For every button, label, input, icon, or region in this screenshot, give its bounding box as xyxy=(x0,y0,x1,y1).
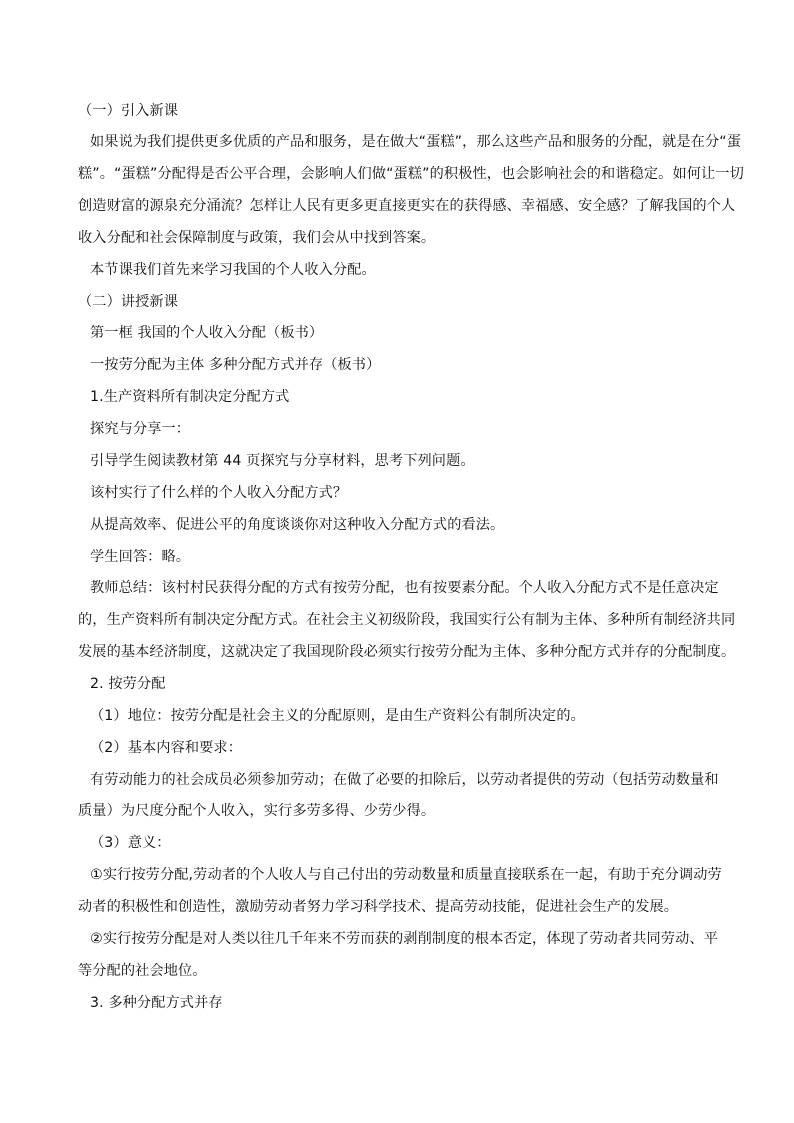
paragraph-line: 引导学生阅读教材第 44 页探究与分享材料，思考下列问题。 xyxy=(90,453,475,469)
section-heading-intro: （一）引入新课 xyxy=(78,103,179,119)
paragraph-line: 等分配的社会地位。 xyxy=(78,963,207,979)
point-title: 1.生产资料所有制决定分配方式 xyxy=(90,389,290,405)
paragraph-line: 发展的基本经济制度，这就决定了我国现阶段必须实行按劳分配为主体、多种分配方式并存的分配制度。 xyxy=(78,644,736,660)
paragraph-line: 质量）为尺度分配个人收入，实行多劳多得、少劳少得。 xyxy=(78,803,436,819)
point-title: 3. 多种分配方式并存 xyxy=(90,995,223,1011)
paragraph-line: 的，生产资料所有制决定分配方式。在社会主义初级阶段，我国实行公有制为主体、多种所有制经济共同 xyxy=(78,612,736,628)
subsection-title: 一按劳分配为主体 多种分配方式并存（板书） xyxy=(90,357,381,373)
paragraph-line: 学生回答：略。 xyxy=(90,549,191,565)
question-line: 从提高效率、促进公平的角度谈谈你对这种收入分配方式的看法。 xyxy=(90,517,505,533)
paragraph-line: 教师总结：该村村民获得分配的方式有按劳分配，也有按要素分配。个人收入分配方式不是任意决定 xyxy=(90,580,719,596)
paragraph-line: （2）基本内容和要求： xyxy=(90,740,243,756)
section-heading-lecture: （二）讲授新课 xyxy=(78,294,179,310)
paragraph-line: 创造财富的源泉充分涌流？怎样让人民有更多更直接更实在的获得感、幸福感、安全感？了解我国的个人 xyxy=(78,198,736,214)
paragraph-line: 收入分配和社会保障制度与政策，我们会从中找到答案。 xyxy=(78,230,436,246)
paragraph-line: 本节课我们首先来学习我国的个人收入分配。 xyxy=(90,262,376,278)
paragraph-line: 动者的积极性和创造性，激励劳动者努力学习科学技术、提高劳动技能，促进社会生产的发展。 xyxy=(78,899,679,915)
activity-title: 探究与分享一： xyxy=(90,421,191,437)
paragraph-line: 有劳动能力的社会成员必须参加劳动；在做了必要的扣除后，以劳动者提供的劳动（包括劳动数量和 xyxy=(90,772,719,788)
question-line: 该村实行了什么样的个人收入分配方式？ xyxy=(90,485,348,501)
paragraph-line: （1）地位：按劳分配是社会主义的分配原则，是由生产资料公有制所决定的。 xyxy=(90,708,585,724)
lesson-title: 第一框 我国的个人收入分配（板书） xyxy=(90,325,324,341)
paragraph-line: 如果说为我们提供更多优质的产品和服务，是在做大“蛋糕”，那么这些产品和服务的分配，就是在分“蛋 xyxy=(90,134,742,150)
paragraph-line: ①实行按劳分配,劳动者的个人收人与自己付出的劳动数量和质量直接联系在一起，有助于充分调动劳 xyxy=(90,867,722,883)
paragraph-line: ②实行按劳分配是对人类以往几千年来不劳而获的剥削制度的根本否定，体现了劳动者共同劳动、平 xyxy=(90,931,718,947)
paragraph-line: 糕”。“蛋糕”分配得是否公平合理，会影响人们做“蛋糕”的积极性，也会影响社会的和谐稳定。如何让一切 xyxy=(78,166,744,182)
point-title: 2. 按劳分配 xyxy=(90,676,166,692)
document-page xyxy=(78,0,744,1123)
paragraph-line: （3）意义： xyxy=(90,835,171,851)
